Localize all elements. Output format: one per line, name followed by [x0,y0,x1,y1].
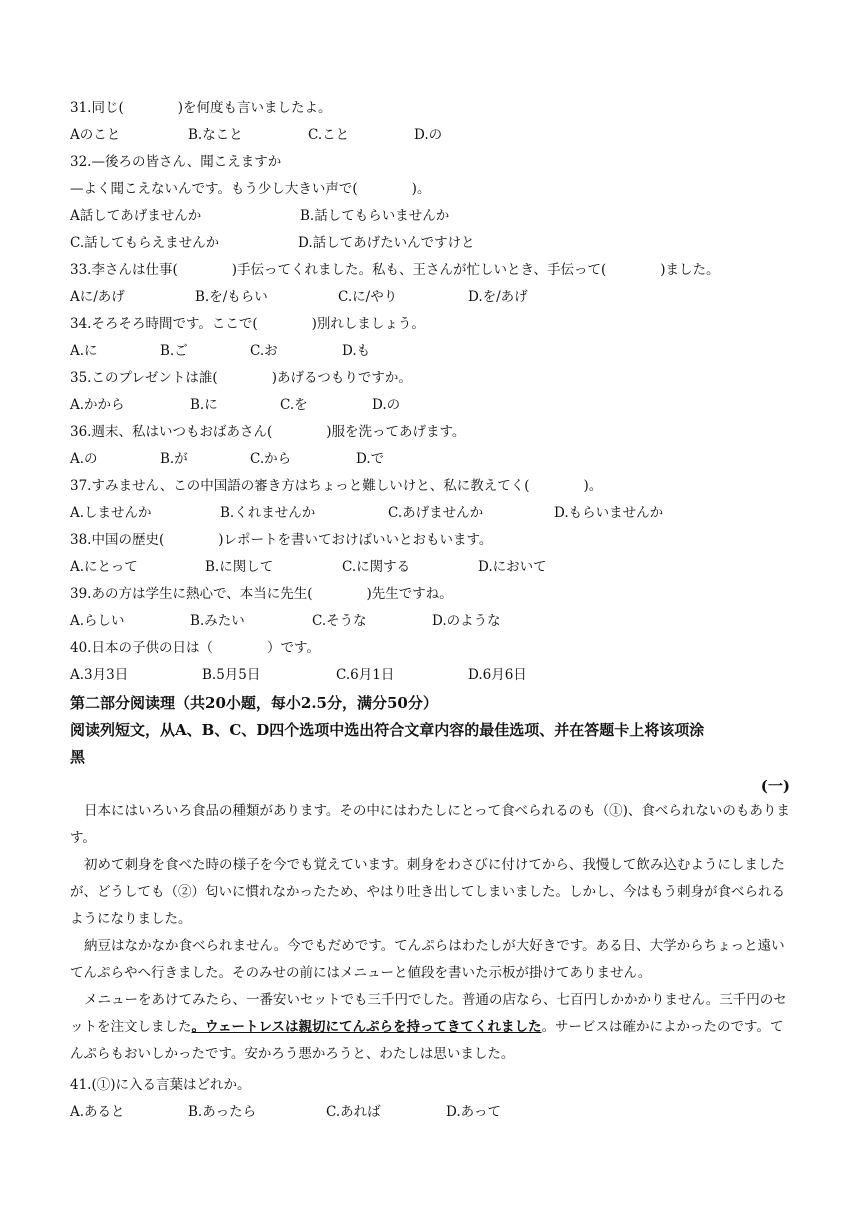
option-b: B.話してもらいませんか [300,208,450,224]
option-c: C.あげませんか [388,505,484,521]
question-stem: 36.週末、私はいつもおばあさん( )服を洗ってあげます。 [70,424,466,440]
option-c: C.を [280,397,308,413]
option-a: A.にとって [70,559,138,575]
option-a: A話してあげませんか [70,208,202,224]
option-b: B.に [190,397,218,413]
option-b: B.を/もらい [195,289,268,305]
option-a: A.あると [70,1104,125,1120]
question-stem: 33.李さんは仕事( )手伝ってくれました。私も、王さんが忙しいとき、手伝って( )ました。 [70,262,720,278]
option-b: B.なこと [188,127,243,143]
option-d: D.も [342,343,371,359]
option-d: D.話してあげたいんですけと [298,235,475,251]
option-c: C.6月1日 [336,667,395,683]
option-b: B.くれませんか [220,505,316,521]
section-instruction-cont: 黑 [70,748,86,766]
question-stem: 39.あの方は学生に熱心で、本当に先生( )先生ですね。 [70,586,453,602]
question-stem: 38.中国の歴史( )レポートを書いておけばいいとおもいます。 [70,532,493,548]
passage-text: 。サービスは確かによかったのです。てんぷらもおいしかったです。安かろう悪かろうと、わたしは思いました。 [70,1019,784,1062]
option-c: C.お [250,343,278,359]
option-c: C.から [250,451,292,467]
passage-paragraph-4 [70,987,790,1068]
question-stem: 34.そろそろ時間です。ここで( )別れしましょう。 [70,316,425,332]
question-stem-line2: —よく聞こえないんです。もう少し大きい声で( )。 [70,181,431,197]
question-stem: 31.同じ( )を何度も言いましたよ。 [70,100,332,116]
underlined-sentence: 。ウェートレスは親切にてんぷらを持ってきてくれました [191,1019,542,1035]
passage-paragraph-1: 日本にはいろいろ食品の種類があります。その中にはわたしにとって食べられるのも（①)、食べられないのもあります。 [70,803,790,846]
option-b: B.に関して [205,559,274,575]
option-c: C.に関する [342,559,411,575]
question-stem: 40.日本の子供の日は（ ）です。 [70,640,320,656]
section-instruction: 阅读列短文，从A、B、C、D四个选项中选出符合文章内容的最佳选项、并在答题卡上将该项涂 [70,721,705,739]
option-d: D.の [372,397,401,413]
option-a: A.らしい [70,613,125,629]
option-d: D.において [478,559,547,575]
option-a: A.かから [70,397,125,413]
option-b: B.ご [160,343,188,359]
option-b: B.みたい [190,613,245,629]
option-c: C.あれば [326,1104,381,1120]
option-a: A.に [70,343,98,359]
passage-number: (一) [760,777,790,795]
option-d: D.のような [432,613,501,629]
question-stem: 32.—後ろの皆さん、聞こえますか [70,154,282,170]
option-a: A.の [70,451,98,467]
option-c: C.に/やり [338,289,398,305]
question-stem: 41.(①)に入る言葉はどれか。 [70,1077,251,1093]
option-b: B.5月5日 [202,667,261,683]
option-d: D.6月6日 [468,667,527,683]
option-a: A.3月3日 [70,667,129,683]
option-c: C.話してもらえませんか [70,235,220,251]
option-a: A.しませんか [70,505,152,521]
option-a: Aのこと [70,127,121,143]
passage-paragraph-2: 初めて刺身を食べた時の様子を今でも覚えています。刺身をわさびに付けてから、我慢して飲み込むようにしましたが、どうしても（②）匂いに慣れなかったため、やはり吐き出してしまいました。しかし、今はもう刺身が食べられるようになりました。 [70,857,785,927]
option-d: D.あって [446,1104,501,1120]
option-b: B.あったら [188,1104,257,1120]
option-b: B.が [160,451,188,467]
option-c: C.こと [308,127,350,143]
question-stem: 35.このプレゼントは誰( )あげるつもりですか。 [70,370,412,386]
question-stem: 37.すみません、この中国語の審き方はちょっと難しいけと、私に教えてく( )。 [70,478,603,494]
option-c: C.そうな [312,613,367,629]
option-a: Aに/あげ [70,289,125,305]
option-d: D.の [414,127,443,143]
passage-text: メニューをあけてみたら、一番安いセットでも三千円でした。普通の店なら、七百円しかかかりません。三千円のセットを注文しました [70,992,787,1035]
section-title: 第二部分阅读理（共20小题，每小2.5分，满分50分） [70,694,438,712]
option-d: D.で [356,451,385,467]
passage-paragraph-3: 納豆はなかなか食べられません。今でもだめです。てんぷらはわたしが大好きです。ある日、大学からちょっと遠いてんぷらやへ行きました。そのみせの前にはメニューと値段を書いた示板が掛けてありません。 [70,938,785,981]
option-d: D.もらいませんか [554,505,664,521]
option-d: D.を/あげ [468,289,528,305]
